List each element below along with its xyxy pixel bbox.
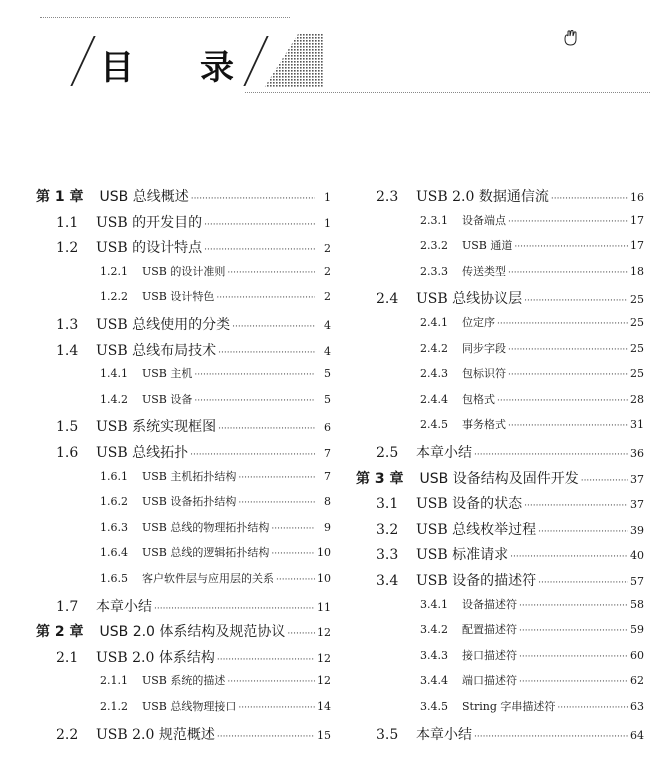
toc-entry-title: 设备描述符	[462, 597, 517, 611]
toc-entry-page-number: 37	[630, 472, 644, 486]
toc-entry-title: 本章小结	[96, 598, 152, 615]
toc-entry-number: 2.3	[376, 189, 399, 205]
toc-entry-title: USB 总线使用的分类	[96, 317, 231, 333]
toc-entry-leader-dots	[194, 396, 315, 406]
toc-entry-title: USB 2.0 规范概述	[96, 726, 215, 743]
toc-entry-sub	[356, 365, 644, 381]
toc-entry-title: 设备端点	[462, 213, 506, 227]
toc-entry-number: 1.2	[56, 240, 79, 257]
toc-entry-page-number: 17	[630, 239, 644, 253]
toc-entry-sub	[36, 365, 331, 381]
toc-entry-section	[36, 237, 331, 257]
toc-entry-title: 端口描述符	[462, 674, 517, 688]
toc-entry-number: 1.4.1	[100, 367, 128, 381]
toc-entry-number: 1.3	[56, 317, 79, 333]
toc-entry-leader-dots	[227, 268, 315, 278]
toc-entry-leader-dots	[194, 370, 315, 380]
toc-entry-title: USB 总线枚举过程	[416, 521, 537, 538]
toc-entry-title: USB 系统的描述	[142, 674, 226, 688]
toc-entry-section	[36, 416, 331, 436]
toc-entry-page-number: 12	[317, 651, 331, 665]
toc-entry-title: USB 总线协议层	[416, 291, 523, 308]
toc-entry-number: 1.2.1	[100, 264, 128, 278]
toc-entry-section	[356, 493, 644, 513]
toc-entry-number: 第 3 章	[356, 470, 404, 487]
toc-entry-title: 位定序	[462, 316, 495, 329]
toc-entry-section	[36, 442, 331, 462]
toc-entry-page-number: 14	[317, 700, 331, 713]
toc-entry-leader-dots	[232, 322, 315, 332]
toc-entry-title: USB 设备拓扑结构	[142, 495, 237, 509]
toc-entry-sub	[356, 621, 644, 637]
toc-entry-page-number: 31	[630, 418, 644, 432]
toc-entry-leader-dots	[218, 424, 315, 434]
toc-entry-title: USB 总线的逻辑拓扑结构	[142, 546, 270, 560]
toc-entry-section	[36, 212, 331, 232]
toc-entry-leader-dots	[154, 604, 315, 614]
toc-entry-page-number: 10	[317, 572, 331, 585]
toc-entry-page-number: 63	[630, 700, 644, 713]
hand-cursor-icon	[562, 30, 580, 46]
toc-entry-section	[36, 724, 331, 744]
toc-entry-sub	[36, 698, 331, 714]
toc-entry-page-number: 16	[630, 191, 644, 204]
toc-entry-page-number: 2	[324, 264, 331, 278]
heading-char-1: 目	[100, 48, 134, 88]
toc-entry-number: 1.6.3	[100, 520, 128, 534]
toc-entry-number: 3.5	[376, 726, 399, 743]
toc-entry-number: 2.4.2	[420, 341, 448, 355]
toc-entry-number: 3.4.1	[420, 597, 448, 611]
toc-entry-page-number: 25	[630, 293, 644, 307]
toc-entry-title: 本章小结	[416, 445, 472, 461]
toc-entry-number: 2.4.1	[420, 316, 448, 329]
toc-entry-number: 3.4.2	[420, 623, 448, 637]
toc-entry-page-number: 10	[317, 546, 331, 560]
toc-entry-page-number: 4	[324, 319, 331, 332]
toc-entry-number: 1.6.1	[100, 469, 128, 483]
toc-entry-page-number: 39	[630, 523, 644, 537]
toc-entry-page-number: 7	[324, 447, 331, 460]
toc-entry-leader-dots	[581, 476, 628, 486]
toc-entry-number: 第 1 章	[36, 189, 84, 205]
toc-entry-title: USB 设计特色	[142, 290, 215, 304]
toc-entry-title: 事务格式	[462, 418, 506, 432]
toc-entry-leader-dots	[551, 194, 628, 204]
toc-entry-page-number: 36	[630, 447, 644, 460]
toc-entry-leader-dots	[190, 450, 315, 460]
toc-entry-number: 1.4.2	[100, 392, 128, 406]
toc-entry-number: 2.5	[376, 445, 399, 461]
toc-entry-leader-dots	[519, 652, 628, 662]
toc-entry-leader-dots	[238, 498, 315, 508]
toc-entry-sub	[356, 698, 644, 714]
toc-entry-leader-dots	[497, 319, 628, 329]
toc-entry-number: 1.7	[56, 598, 79, 615]
toc-entry-title: USB 设备结构及固件开发	[419, 470, 579, 487]
toc-entry-leader-dots	[519, 626, 628, 636]
toc-entry-sub	[36, 468, 331, 484]
toc-entry-page-number: 17	[630, 213, 644, 227]
heading-halftone-decoration-icon	[258, 34, 324, 88]
toc-entry-title: USB 设备的状态	[416, 496, 523, 513]
toc-entry-sub	[356, 212, 644, 228]
toc-entry-page-number: 6	[324, 421, 331, 435]
toc-entry-sub	[356, 416, 644, 432]
toc-entry-sub	[36, 391, 331, 407]
toc-entry-title: 传送类型	[462, 264, 506, 278]
toc-entry-sub	[356, 672, 644, 688]
toc-entry-title: 包格式	[462, 392, 495, 406]
toc-entry-page-number: 64	[630, 728, 644, 742]
toc-entry-title: USB 总线物理接口	[142, 700, 237, 713]
toc-entry-number: 1.6.5	[100, 572, 128, 585]
toc-entry-page-number: 7	[324, 469, 331, 483]
toc-entry-leader-dots	[287, 629, 315, 639]
toc-entry-section	[356, 186, 644, 206]
toc-entry-section	[356, 288, 644, 308]
toc-entry-page-number: 2	[324, 290, 331, 304]
toc-entry-page-number: 11	[317, 600, 331, 614]
toc-entry-page-number: 5	[324, 367, 331, 381]
toc-entry-title: USB 系统实现框图	[96, 419, 217, 436]
toc-entry-title: USB 标准请求	[416, 547, 509, 564]
toc-entry-page-number: 9	[324, 520, 331, 534]
toc-entry-number: 1.4	[56, 342, 79, 359]
toc-entry-number: 3.4.3	[420, 648, 448, 662]
toc-entry-number: 2.2	[56, 726, 79, 743]
toc-entry-leader-dots	[216, 293, 315, 303]
page-heading	[70, 32, 310, 92]
toc-entry-page-number: 2	[324, 242, 331, 256]
toc-entry-leader-dots	[508, 370, 628, 380]
toc-entry-number: 2.3.1	[420, 213, 448, 227]
toc-entry-chapter	[36, 621, 331, 641]
toc-entry-section	[356, 570, 644, 590]
toc-entry-section	[356, 544, 644, 564]
toc-entry-section	[36, 340, 331, 360]
toc-entry-sub	[36, 519, 331, 535]
toc-entry-title: USB 总线概述	[99, 189, 189, 205]
toc-entry-title: 客户软件层与应用层的关系	[142, 572, 274, 585]
toc-entry-leader-dots	[538, 527, 628, 537]
toc-entry-page-number: 25	[630, 316, 644, 329]
toc-entry-chapter	[36, 186, 331, 206]
toc-entry-leader-dots	[191, 194, 315, 204]
toc-entry-title: USB 总线的物理拓扑结构	[142, 520, 270, 534]
toc-entry-number: 2.1.2	[100, 700, 128, 713]
toc-entry-leader-dots	[508, 421, 628, 431]
toc-entry-page-number: 12	[317, 626, 331, 640]
toc-entry-leader-dots	[524, 296, 628, 306]
toc-entry-sub	[36, 672, 331, 688]
toc-entry-title: USB 2.0 数据通信流	[416, 189, 549, 205]
toc-entry-page-number: 4	[324, 344, 331, 358]
toc-entry-title: USB 通道	[462, 239, 513, 253]
toc-entry-title: 接口描述符	[462, 648, 517, 662]
toc-entry-title: USB 主机拓扑结构	[142, 469, 237, 483]
toc-entry-number: 第 2 章	[36, 624, 84, 641]
toc-entry-leader-dots	[474, 732, 628, 742]
toc-entry-number: 2.3.2	[420, 239, 448, 253]
toc-entry-section	[356, 724, 644, 744]
toc-entry-number: 2.4.3	[420, 367, 448, 381]
toc-entry-section	[356, 442, 644, 462]
toc-entry-title: USB 总线布局技术	[96, 342, 217, 359]
toc-entry-title: USB 2.0 体系结构及规范协议	[99, 624, 286, 641]
toc-entry-leader-dots	[217, 655, 315, 665]
toc-entry-page-number: 8	[324, 495, 331, 509]
toc-entry-title: USB 主机	[142, 367, 193, 381]
toc-entry-number: 1.6.2	[100, 495, 128, 509]
toc-entry-page-number: 1	[324, 216, 331, 230]
toc-entry-sub	[356, 263, 644, 279]
toc-entry-number: 3.4	[376, 573, 399, 589]
toc-entry-number: 3.1	[376, 496, 399, 513]
toc-entry-sub	[36, 544, 331, 560]
toc-entry-title: 包标识符	[462, 367, 506, 381]
toc-entry-leader-dots	[508, 268, 628, 278]
toc-entry-section	[36, 314, 331, 334]
toc-entry-number: 3.2	[376, 521, 399, 538]
toc-entry-leader-dots	[238, 473, 315, 483]
toc-entry-page-number: 12	[317, 674, 331, 688]
toc-entry-page-number: 60	[630, 648, 644, 662]
toc-entry-number: 1.2.2	[100, 290, 128, 304]
toc-entry-title: 同步字段	[462, 341, 506, 355]
toc-entry-sub	[356, 647, 644, 663]
toc-entry-section	[36, 596, 331, 616]
toc-entry-sub	[356, 340, 644, 356]
toc-entry-leader-dots	[217, 732, 315, 742]
toc-entry-section	[36, 647, 331, 667]
toc-entry-page-number: 57	[630, 575, 644, 588]
toc-entry-page-number: 5	[324, 392, 331, 406]
toc-entry-number: 2.3.3	[420, 264, 448, 278]
toc-entry-leader-dots	[519, 601, 628, 611]
toc-entry-title: USB 2.0 体系结构	[96, 649, 215, 666]
header-bottom-rule	[245, 92, 650, 93]
toc-entry-sub	[356, 237, 644, 253]
toc-entry-sub	[356, 391, 644, 407]
toc-entry-leader-dots	[557, 703, 628, 713]
toc-entry-leader-dots	[524, 501, 628, 511]
toc-entry-leader-dots	[510, 552, 628, 562]
toc-entry-number: 2.4.5	[420, 418, 448, 432]
heading-slash-left	[70, 36, 95, 86]
toc-entry-leader-dots	[227, 677, 315, 687]
toc-entry-leader-dots	[276, 575, 315, 585]
header-top-rule	[40, 17, 290, 18]
toc-entry-number: 2.1	[56, 649, 79, 666]
toc-entry-title: USB 的开发目的	[96, 214, 203, 231]
toc-entry-sub	[356, 314, 644, 330]
toc-entry-leader-dots	[204, 245, 315, 255]
toc-entry-title: String 字串描述符	[462, 700, 556, 713]
toc-entry-number: 1.1	[56, 214, 79, 231]
toc-entry-sub	[356, 596, 644, 612]
toc-entry-page-number: 58	[630, 597, 644, 611]
toc-entry-title: USB 的设计准则	[142, 264, 226, 278]
toc-entry-number: 1.5	[56, 419, 79, 436]
toc-entry-number: 3.4.5	[420, 700, 448, 713]
toc-entry-page-number: 59	[630, 623, 644, 637]
toc-entry-leader-dots	[238, 703, 315, 713]
toc-entry-leader-dots	[508, 217, 628, 227]
toc-entry-title: 配置描述符	[462, 623, 517, 637]
toc-entry-page-number: 1	[324, 191, 331, 204]
toc-entry-section	[356, 519, 644, 539]
toc-entry-title: 本章小结	[416, 726, 472, 743]
toc-entry-page-number: 18	[630, 264, 644, 278]
toc-entry-leader-dots	[218, 348, 315, 358]
toc-entry-page-number: 37	[630, 498, 644, 512]
toc-entry-page-number: 62	[630, 674, 644, 688]
toc-entry-number: 2.1.1	[100, 674, 128, 688]
toc-entry-leader-dots	[271, 524, 315, 534]
toc-entry-number: 3.4.4	[420, 674, 448, 688]
toc-entry-leader-dots	[514, 242, 628, 252]
toc-entry-sub	[36, 288, 331, 304]
heading-char-2: 录	[200, 48, 234, 88]
toc-entry-page-number: 25	[630, 341, 644, 355]
toc-entry-title: USB 的设计特点	[96, 240, 203, 257]
toc-entry-page-number: 40	[630, 549, 644, 563]
toc-entry-sub	[36, 493, 331, 509]
toc-entry-title: USB 总线拓扑	[96, 445, 189, 461]
toc-entry-number: 1.6	[56, 445, 79, 461]
toc-entry-leader-dots	[497, 396, 628, 406]
toc-entry-title: USB 设备的描述符	[416, 573, 537, 589]
toc-entry-number: 3.3	[376, 547, 399, 564]
toc-entry-chapter	[356, 468, 644, 488]
toc-entry-sub	[36, 570, 331, 586]
toc-entry-leader-dots	[538, 578, 628, 588]
toc-entry-page-number: 25	[630, 367, 644, 381]
toc-entry-leader-dots	[271, 549, 315, 559]
toc-entry-page-number: 28	[630, 392, 644, 406]
toc-entry-number: 1.6.4	[100, 546, 128, 560]
toc-entry-page-number: 15	[317, 728, 331, 742]
toc-entry-number: 2.4	[376, 291, 399, 308]
toc-entry-leader-dots	[508, 345, 628, 355]
toc-entry-sub	[36, 263, 331, 279]
toc-entry-leader-dots	[204, 220, 315, 230]
toc-entry-leader-dots	[474, 450, 628, 460]
toc-entry-title: USB 设备	[142, 392, 193, 406]
toc-entry-number: 2.4.4	[420, 392, 448, 406]
toc-entry-leader-dots	[519, 677, 628, 687]
